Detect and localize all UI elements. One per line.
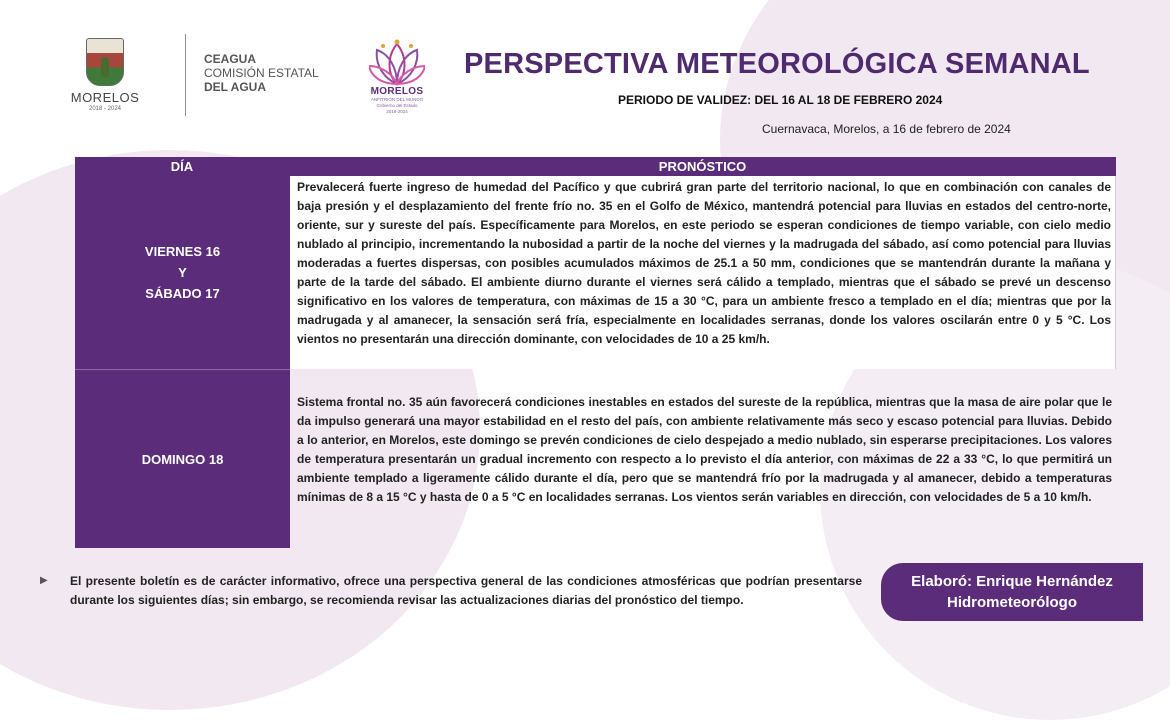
forecast-table [75,157,1116,548]
lotus-flower-icon [369,38,425,88]
table-header [75,157,1116,176]
author-box [881,563,1143,621]
column-header-day: DÍA [170,159,194,174]
validity-period: PERIODO DE VALIDEZ: DEL 16 AL 18 DE FEBRERO 2024 [618,93,943,107]
government-logo-line1: Gobierno del Estado [376,103,418,108]
forecast-text: Prevalecerá fuerte ingreso de humedad del Pacífico y que cubrirá gran parte del territorio nacional, lo que en combinación con canales de baja presión y el desplazamiento del frente frío no. 35 en el Golfo de México, mantendrá potencial para lluvias en estados del centro-norte, oriente, sur y sureste del país. Específicamente para Morelos, en este periodo se esperan condiciones de tiempo variable, con cielo medio nublado al principio, incrementando la nubosidad a partir de la noche del viernes y la madrugada del sábado, así como potencial para lluvias moderadas a fuertes dispersas, con posibles acumulados máximos de 25.1 a 50 mm, condiciones que se mantendrán durante la mañana y parte de la tarde del sábado. El ambiente diurno durante el viernes será cálido a templado, mientras que el sábado se prevé un descenso significativo en los valores de temperatura, con máximas de 15 a 30 °C, para un ambiente fresco a templado en el día; mientras que por la madrugada y al amanecer, la sensación será fría, especialmente en localidades serranas, donde los valores oscilarán entre 0 y 5 °C. Los vientos no presentarán una dirección dominante, con velocidades de 10 a 25 km/h. [290,176,1116,369]
logo-divider [185,34,186,116]
agency-acronym: CEAGUA [204,52,257,66]
day-cell [75,176,290,369]
government-logo-line2: 2018-2024 [386,109,408,114]
government-logo-name: MORELOS [370,86,424,97]
disclaimer [40,572,862,610]
morelos-state-logo [70,38,140,112]
government-logo [362,38,432,115]
table-row [75,176,1116,369]
day-label-line2: Y [178,265,187,280]
agency-name-line1: COMISIÓN ESTATAL [204,66,319,80]
forecast-text: Sistema frontal no. 35 aún favorecerá condiciones inestables en estados del sureste de la república, mientras que la masa de aire polar que le da impulso generará una mayor estabilidad en el resto del país, con ambiente relativamente más seco y escaso potencial para lluvias. Debido a lo anterior, en Morelos, este domingo se prevén condiciones de cielo despejado a medio nublado, sin esperarse precipitaciones. Los valores de temperatura presentarán un gradual incremento con respecto a lo previsto el día anterior, con máximas de 22 a 33 °C, lo que permitirá un ambiente templado a ligeramente cálido durante el día, pero que se mantendrá frío por la madrugada y al amanecer, debido a temperaturas mínimas de 8 a 15 °C y hasta de 0 a 5 °C en localidades serranas. Los vientos serán variables en dirección, con velocidades de 5 a 10 km/h. [297,395,1112,504]
day-cell [75,369,290,548]
author-role: Hidrometeorólogo [947,594,1077,611]
disclaimer-text: El presente boletín es de carácter informativo, ofrece una perspectiva general de las condiciones atmosféricas que podrían presentarse durante los siguientes días; sin embargo, se recomienda revisar las actualizaciones diarias del pronóstico del tiempo. [70,574,862,607]
state-logo-years: 2018 - 2024 [88,106,122,112]
ceagua-logo [204,52,319,94]
day-label-line3: SÁBADO 17 [145,286,220,301]
state-logo-name: MORELOS [70,90,140,105]
table-row [75,369,1116,548]
place-and-date: Cuernavaca, Morelos, a 16 de febrero de 2024 [762,122,1011,136]
agency-name-line2: DEL AGUA [204,80,267,94]
day-label-line1: VIERNES 16 [144,244,221,259]
author-name: Elaboró: Enrique Hernández [911,573,1113,590]
triangle-bullet-icon: ▶ [40,575,48,586]
government-logo-tagline: ANFITRIÓN DEL MUNDO [370,97,424,102]
header [0,0,1170,150]
day-label-line1: DOMINGO 18 [141,451,224,467]
coat-of-arms-icon [86,38,124,86]
page-title: PERSPECTIVA METEOROLÓGICA SEMANAL [464,48,1090,80]
column-header-forecast: PRONÓSTICO [658,159,747,174]
